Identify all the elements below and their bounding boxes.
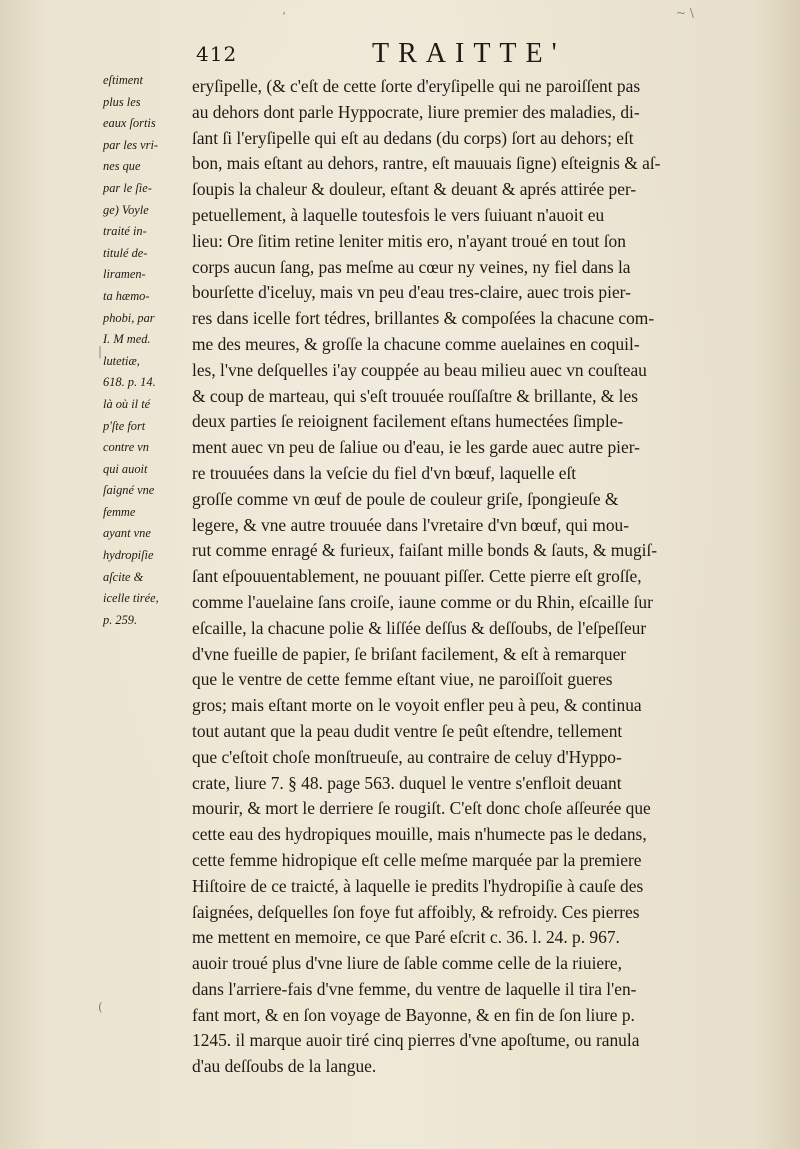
margin-note-line: là où il té	[103, 396, 151, 411]
margin-note-line: contre vn	[103, 440, 149, 455]
text-line: que c'eſtoit choſe monſtrueuſe, au contraire de celuy d'Hyppo-	[192, 746, 622, 767]
text-line: les, l'vne deſquelles i'ay couppée au beau milieu auec vn couſteau	[192, 359, 647, 380]
text-line: au dehors dont parle Hyppocrate, liure premier des maladies, di-	[192, 101, 640, 122]
text-line: legere, & vne autre trouuée dans l'vretaire d'vn bœuf, qui mou-	[192, 514, 630, 535]
margin-note-line: plus les	[103, 94, 141, 109]
text-line: me des meures, & groſſe la chacune comme auelaines en coquil-	[192, 333, 640, 354]
text-line: crate, liure 7. § 48. page 563. duquel le ventre s'enfloit deuant	[192, 772, 622, 793]
text-line: petuellement, à laquelle toutesfois le vers ſuiuant n'auoit eu	[192, 204, 605, 225]
margin-note-line: ge) Voyle	[103, 202, 149, 217]
text-line: ſant ſi l'eryſipelle qui eſt au dedans (du corps) ſort au dehors; eſt	[192, 127, 634, 148]
text-line: que le ventre de cette femme eſtant viue, ne paroiſſoit gueres	[192, 669, 613, 690]
text-line: ſoupis la chaleur & douleur, eſtant & deuant & aprés attirée per-	[192, 179, 637, 200]
margin-note-line: p'ſte fort	[103, 418, 146, 433]
margin-note-line: p. 259.	[103, 612, 138, 627]
margin-note-line: aſcite &	[103, 569, 144, 584]
margin-note-line: femme	[103, 504, 136, 519]
text-line: ment auec vn peu de ſaliue ou d'eau, ie les garde auec autre pier-	[192, 437, 640, 458]
text-line: gros; mais eſtant morte on le voyoit enfler peu à peu, & continua	[192, 695, 642, 716]
text-line: dans l'arriere-fais d'vne femme, du ventre de laquelle il tira l'en-	[192, 978, 637, 999]
margin-note-line: ſaigné vne	[103, 483, 155, 498]
margin-note-line: qui auoit	[103, 461, 148, 476]
ink-mark: |	[98, 344, 103, 358]
main-text	[192, 74, 767, 1080]
text-line: comme l'auelaine ſans croiſe, iaune comme or du Rhin, eſcaille ſur	[192, 591, 653, 612]
margin-note-line: lutetiæ,	[103, 353, 140, 368]
margin-note-line: titulé de-	[103, 245, 148, 260]
ink-mark: ’	[282, 10, 286, 24]
page-header	[0, 38, 800, 70]
text-line: ſant eſpouuentablement, ne pouuant piſſer. Cette pierre eſt groſſe,	[192, 566, 642, 587]
text-line: mourir, & mort le derriere ſe rougiſt. C'eſt donc choſe aſſeurée que	[192, 798, 651, 819]
text-line: res dans icelle fort tédres, brillantes & compoſées la chacune com-	[192, 308, 655, 329]
text-line: d'vne fueille de papier, ſe briſant facilement, & eſt à remarquer	[192, 643, 627, 664]
text-line: bourſette d'iceluy, mais vn peu d'eau tres-claire, auec trois pier-	[192, 282, 631, 303]
text-line: d'au deſſoubs de la langue.	[192, 1056, 377, 1077]
margin-note-line: traité in-	[103, 224, 147, 239]
text-line: cette femme hidropique eſt celle meſme marquée par la premiere	[192, 849, 642, 870]
margin-note-line: icelle tirée,	[103, 591, 159, 606]
margin-notes	[103, 70, 191, 631]
text-line: tout autant que la peau dudit ventre ſe peût eſtendre, tellement	[192, 720, 623, 741]
margin-note-line: par le ſie-	[103, 180, 152, 195]
margin-note-line: ayant vne	[103, 526, 151, 541]
text-line: eſcaille, la chacune polie & liſſée deſſus & deſſoubs, de l'eſpeſſeur	[192, 617, 647, 638]
text-line: cette eau des hydropiques mouille, mais n'humecte pas le dedans,	[192, 824, 647, 845]
text-line: lieu: Ore ſitim retine leniter mitis ero, n'ayant troué en tout ſon	[192, 230, 626, 251]
text-line: rut comme enragé & furieux, faiſant mille bonds & ſauts, & mugiſ-	[192, 540, 658, 561]
margin-note-line: 618. p. 14.	[103, 375, 156, 390]
text-line: & coup de marteau, qui s'eſt trouuée rouſſaſtre & brillante, & les	[192, 385, 638, 406]
text-line: fant mort, & en ſon voyage de Bayonne, & en fin de ſon liure p.	[192, 1004, 635, 1025]
text-line: deux parties ſe reioignent facilement eſtans humectées ſimple-	[192, 411, 624, 432]
margin-note-line: I. M med.	[103, 332, 151, 347]
margin-note-line: liramen-	[103, 267, 146, 282]
text-line: bon, mais eſtant au dehors, rantre, eſt mauuais ſigne) eſteignis & aſ-	[192, 153, 661, 174]
text-line: eryſipelle, (& c'eſt de cette ſorte d'eryſipelle qui ne paroiſſent pas	[192, 76, 641, 96]
margin-note-line: hydropiſie	[103, 548, 154, 563]
margin-note-line: eſtiment	[103, 73, 143, 87]
margin-note-line: ta hæmo-	[103, 288, 150, 303]
ink-mark: ~ \	[676, 6, 694, 20]
margin-note-line: par les vri-	[103, 137, 159, 152]
text-line: groſſe comme vn œuf de poule de couleur griſe, ſpongieuſe &	[192, 488, 619, 509]
margin-note-line: phobi, par	[103, 310, 155, 325]
margin-note-line: nes que	[103, 159, 141, 174]
text-line: auoir troué plus d'vne liure de ſable comme celle de la riuiere,	[192, 953, 622, 974]
running-title: TRAITTE'	[372, 38, 566, 69]
text-line: me mettent en memoire, ce que Paré eſcrit c. 36. l. 24. p. 967.	[192, 927, 620, 948]
text-line: re trouuées dans la veſcie du fiel d'vn bœuf, laquelle eſt	[192, 462, 577, 483]
margin-note-line: eaux ſortis	[103, 116, 156, 131]
text-line: Hiſtoire de ce traicté, à laquelle ie predits l'hydropiſie à cauſe des	[192, 875, 644, 896]
text-line: 1245. il marque auoir tiré cinq pierres d'vne apoſtume, ou ranula	[192, 1030, 640, 1051]
page-number: 412	[196, 42, 238, 66]
text-line: ſaignées, deſquelles ſon foye fut affoibly, & refroidy. Ces pierres	[192, 901, 640, 922]
ink-mark: (	[98, 1000, 103, 1014]
text-line: corps aucun ſang, pas meſme au cœur ny veines, ny fiel dans la	[192, 256, 631, 277]
